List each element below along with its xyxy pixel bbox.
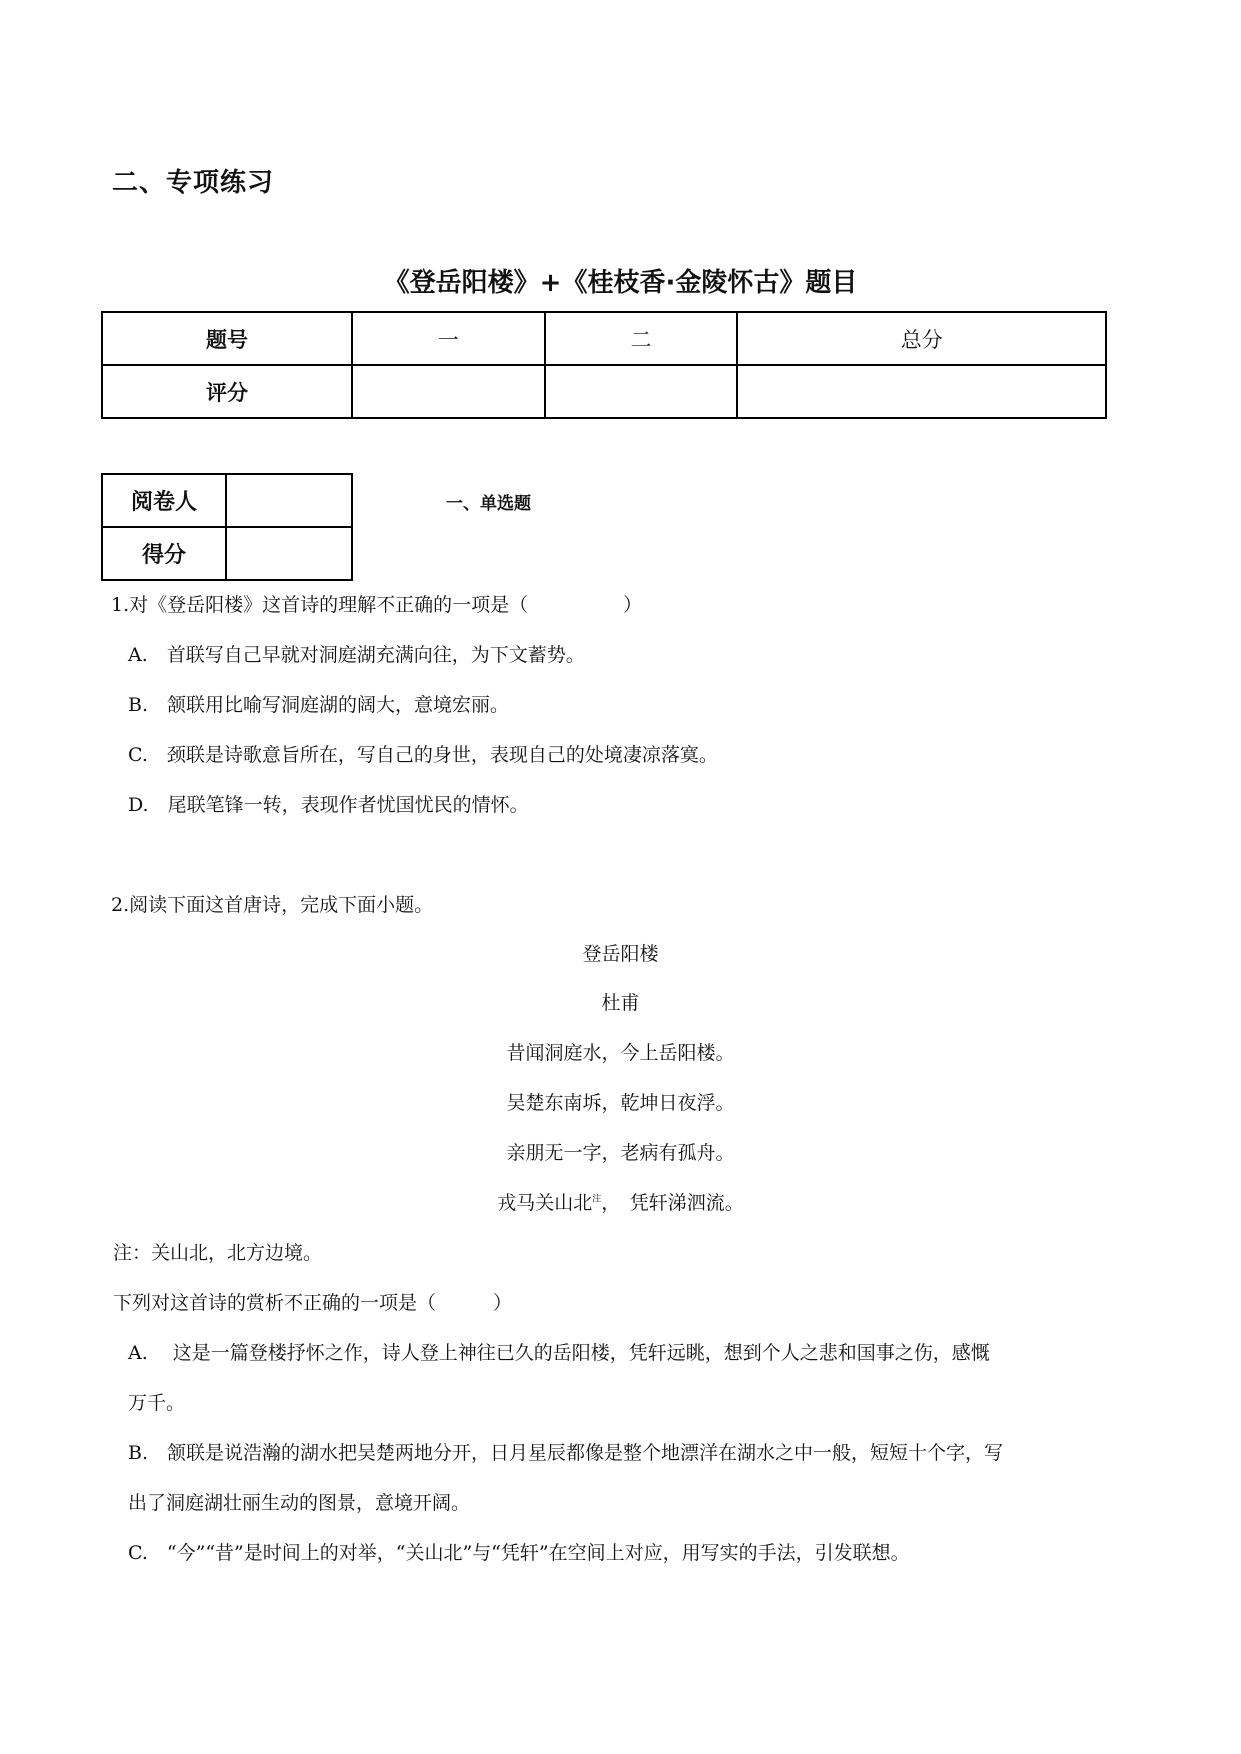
part-title: 一、单选题 [446, 494, 531, 514]
question-1-option-a[interactable]: A. 首联写自己早就对洞庭湖充满向往，为下文蓄势。 [128, 644, 585, 666]
poem-line: 吴楚东南坼，乾坤日夜浮。 [506, 1092, 735, 1114]
poem-note: 注：关山北，北方边境。 [113, 1242, 323, 1264]
question-2-option-c[interactable]: C. “今”“昔”是时间上的对举，“关山北”与“凭轩”在空间上对应，用写实的手法，引发联想。 [128, 1542, 910, 1564]
question-2-stem: 2.阅读下面这首唐诗，完成下面小题。 [111, 894, 434, 916]
footnote-marker: 注 [592, 1194, 602, 1205]
question-1-stem: 1.对《登岳阳楼》这首诗的理解不正确的一项是（ ） [111, 594, 643, 616]
grader-table [101, 473, 353, 581]
score-table-row [102, 365, 1106, 418]
reviewer-input-cell[interactable] [226, 474, 352, 527]
question-1-option-d[interactable]: D. 尾联笔锋一转，表现作者忧国忧民的情怀。 [128, 794, 529, 816]
poem-line: 昔闻洞庭水，今上岳阳楼。 [506, 1042, 735, 1064]
section-heading: 二、专项练习 [112, 168, 275, 198]
grader-row [102, 527, 352, 580]
poem-line-last-part1: 戎马关山北 [497, 1192, 593, 1214]
poem-author: 杜甫 [601, 992, 640, 1014]
question-2-option-b[interactable]: B. 颔联是说浩瀚的湖水把吴楚两地分开，日月星辰都像是整个地漂洋在湖水之中一般，短短十个字，写 [128, 1442, 1004, 1464]
score-input-cell[interactable] [737, 365, 1106, 418]
question-1-option-c[interactable]: C. 颈联是诗歌意旨所在，写自己的身世，表现自己的处境凄凉落寞。 [128, 744, 718, 766]
document-title: 《登岳阳楼》+《桂枝香·金陵怀古》题目 [383, 268, 858, 298]
question-2-sub-stem: 下列对这首诗的赏析不正确的一项是（ ） [113, 1292, 513, 1314]
poem-title: 登岳阳楼 [582, 943, 659, 965]
score-table-cell: 总分 [737, 312, 1106, 365]
question-2-option-b-cont: 出了洞庭湖壮丽生动的图景，意境开阔。 [128, 1492, 471, 1514]
question-2-option-a-cont: 万千。 [128, 1392, 186, 1414]
score-table-cell: 二 [545, 312, 738, 365]
score-table-row [102, 312, 1106, 365]
poem-line: 亲朋无一字，老病有孤舟。 [506, 1142, 735, 1164]
grader-row [102, 474, 352, 527]
poem-line-last [0, 1188, 1241, 1215]
score-table-cell: 一 [352, 312, 545, 365]
score-table-header-cell: 评分 [102, 365, 352, 418]
question-2-option-a[interactable]: A. 这是一篇登楼抒怀之作，诗人登上神往已久的岳阳楼，凭轩远眺，想到个人之悲和国事之伤，感慨 [128, 1342, 990, 1364]
score-input-cell[interactable] [352, 365, 545, 418]
question-1-option-b[interactable]: B. 颔联用比喻写洞庭湖的阔大，意境宏丽。 [128, 694, 510, 716]
score-table [101, 311, 1107, 419]
score-input-cell[interactable] [545, 365, 738, 418]
reviewer-label: 阅卷人 [102, 474, 226, 527]
score-table-header-cell: 题号 [102, 312, 352, 365]
score-label: 得分 [102, 527, 226, 580]
poem-line-last-part2: ， 凭轩涕泗流。 [601, 1192, 744, 1214]
score-input-cell[interactable] [226, 527, 352, 580]
